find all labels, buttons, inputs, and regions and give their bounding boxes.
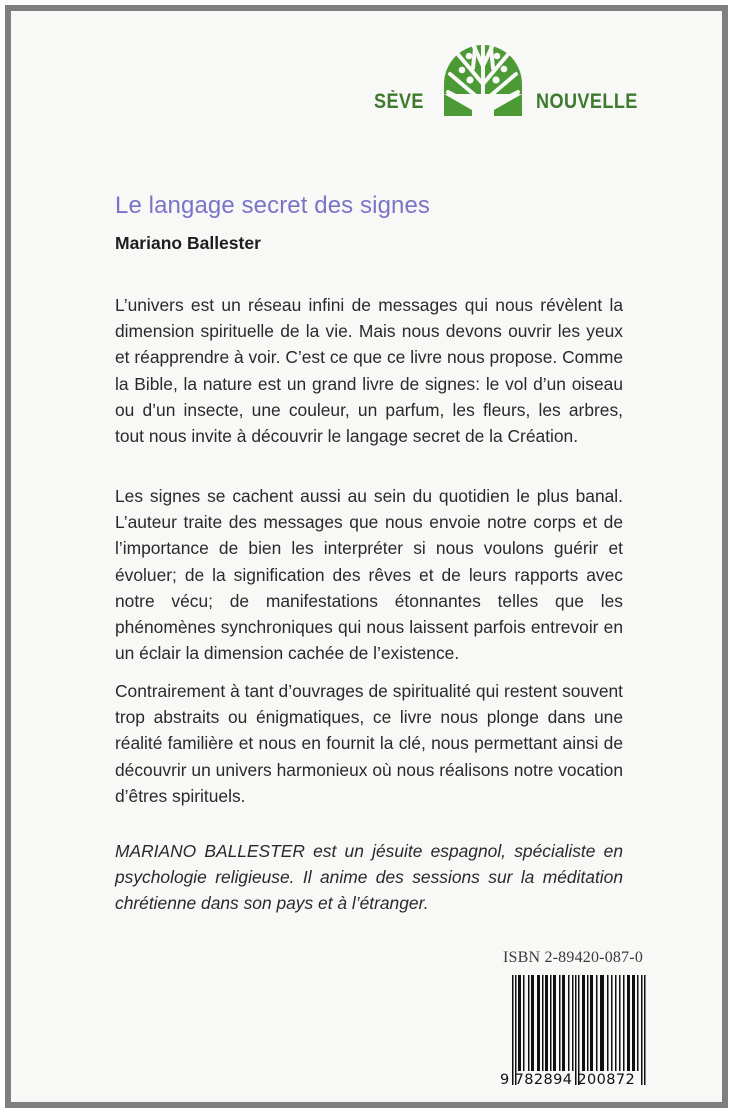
author-bio: MARIANO BALLESTER est un jésuite espagnol, spécialiste en psychologie religieuse. Il anime des sessions sur la méditation chrétienne dans son pays et à l’étranger. [115, 841, 623, 914]
publisher-name-right: NOUVELLE [536, 90, 638, 113]
publisher-name-left: SÈVE [374, 90, 424, 113]
tree-icon [442, 22, 524, 116]
blurb-paragraph: L’univers est un réseau infini de messages qui nous révèlent la dimension spirituelle de la vie. Mais nous devons ouvrir les yeux et réapprendre à voir. C’est ce que ce livre nous propose. Comme la Bible, la nature est un grand livre de signes: le vol d’un oiseau ou d’un insecte, une couleur, un parfum, les fleurs, les arbres, tout nous invite à découvrir le langage secret de la Création. [115, 295, 623, 447]
blurb-paragraph: Les signes se cachent aussi au sein du quotidien le plus banal. L’auteur traite des messages que nous envoie notre corps et de l’importance de bien les interpréter si nous voulons guérir et évoluer; de la signification des rêves et de leurs rapports avec notre vécu; de manifestations étonnantes telles que les phénomènes synchroniques qui nous laissent parfois entrevoir en un éclair la dimension cachée de l’existence. [115, 486, 623, 664]
barcode-icon [512, 975, 648, 1085]
barcode-number: 9 782894 200872 [500, 1072, 636, 1088]
isbn-label: ISBN 2-89420-087-0 [503, 949, 644, 966]
book-author: Mariano Ballester [115, 233, 261, 253]
publisher-logo [368, 22, 658, 122]
book-title: Le langage secret des signes [115, 192, 431, 219]
blurb-paragraph: Contrairement à tant d’ouvrages de spiritualité qui restent souvent trop abstraits ou énigmatiques, ce livre nous plonge dans une réalité familière et nous en fournit la clé, nous permettant ainsi de découvrir un univers harmonieux où nous réalisons notre vocation d’êtres spirituels. [115, 681, 623, 806]
